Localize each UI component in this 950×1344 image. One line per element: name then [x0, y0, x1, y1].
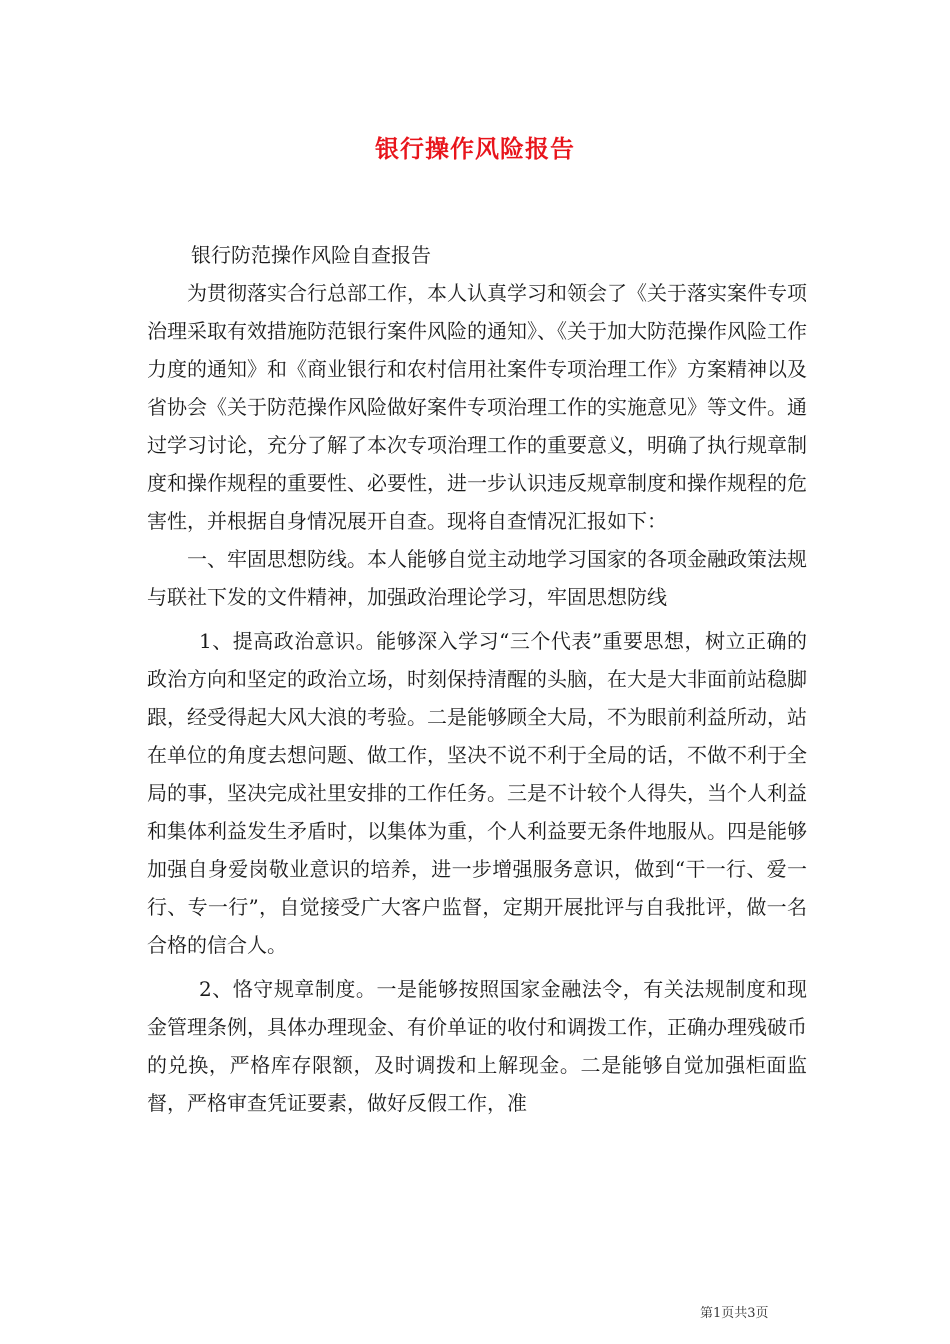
paragraph-section-one: 一、牢固思想防线。本人能够自觉主动地学习国家的各项金融政策法规与联社下发的文件精神，加强政治理论学习，牢固思想防线	[147, 547, 807, 609]
document-body	[147, 236, 807, 1122]
document-subtitle: 银行防范操作风险自查报告	[191, 243, 431, 267]
paragraph-intro: 为贯彻落实合行总部工作，本人认真学习和领会了《关于落实案件专项治理采取有效措施防范银行案件风险的通知》、《关于加大防范操作风险工作力度的通知》和《商业银行和农村信用社案件专项治理工作》方案精神以及省协会《关于防范操作风险做好案件专项治理工作的实施意见》等文件。通过学习讨论，充分了解了本次专项治理工作的重要意义，明确了执行规章制度和操作规程的重要性、必要性，进一步认识违反规章制度和操作规程的危害性，并根据自身情况展开自查。现将自查情况汇报如下：	[147, 281, 807, 533]
page-number: 第1页共3页	[700, 1306, 769, 1321]
paragraph-item-two: 2、恪守规章制度。一是能够按照国家金融法令，有关法规制度和现金管理条例，具体办理现金、有价单证的收付和调拨工作，正确办理残破币的兑换，严格库存限额，及时调拨和上解现金。二是能够自觉加强柜面监督，严格审查凭证要素，做好反假工作，准	[147, 977, 807, 1115]
document-title: 银行操作风险报告	[375, 134, 575, 163]
paragraph-item-one: 1、提高政治意识。能够深入学习“三个代表”重要思想，树立正确的政治方向和坚定的政治立场，时刻保持清醒的头脑，在大是大非面前站稳脚跟，经受得起大风大浪的考验。二是能够顾全大局，不为眼前利益所动，站在单位的角度去想问题、做工作，坚决不说不利于全局的话，不做不利于全局的事，坚决完成社里安排的工作任务。三是不计较个人得失，当个人利益和集体利益发生矛盾时，以集体为重，个人利益要无条件地服从。四是能够加强自身爱岗敬业意识的培养，进一步增强服务意识，做到“干一行、爱一行、专一行”，自觉接受广大客户监督，定期开展批评与自我批评，做一名合格的信合人。	[147, 629, 807, 957]
